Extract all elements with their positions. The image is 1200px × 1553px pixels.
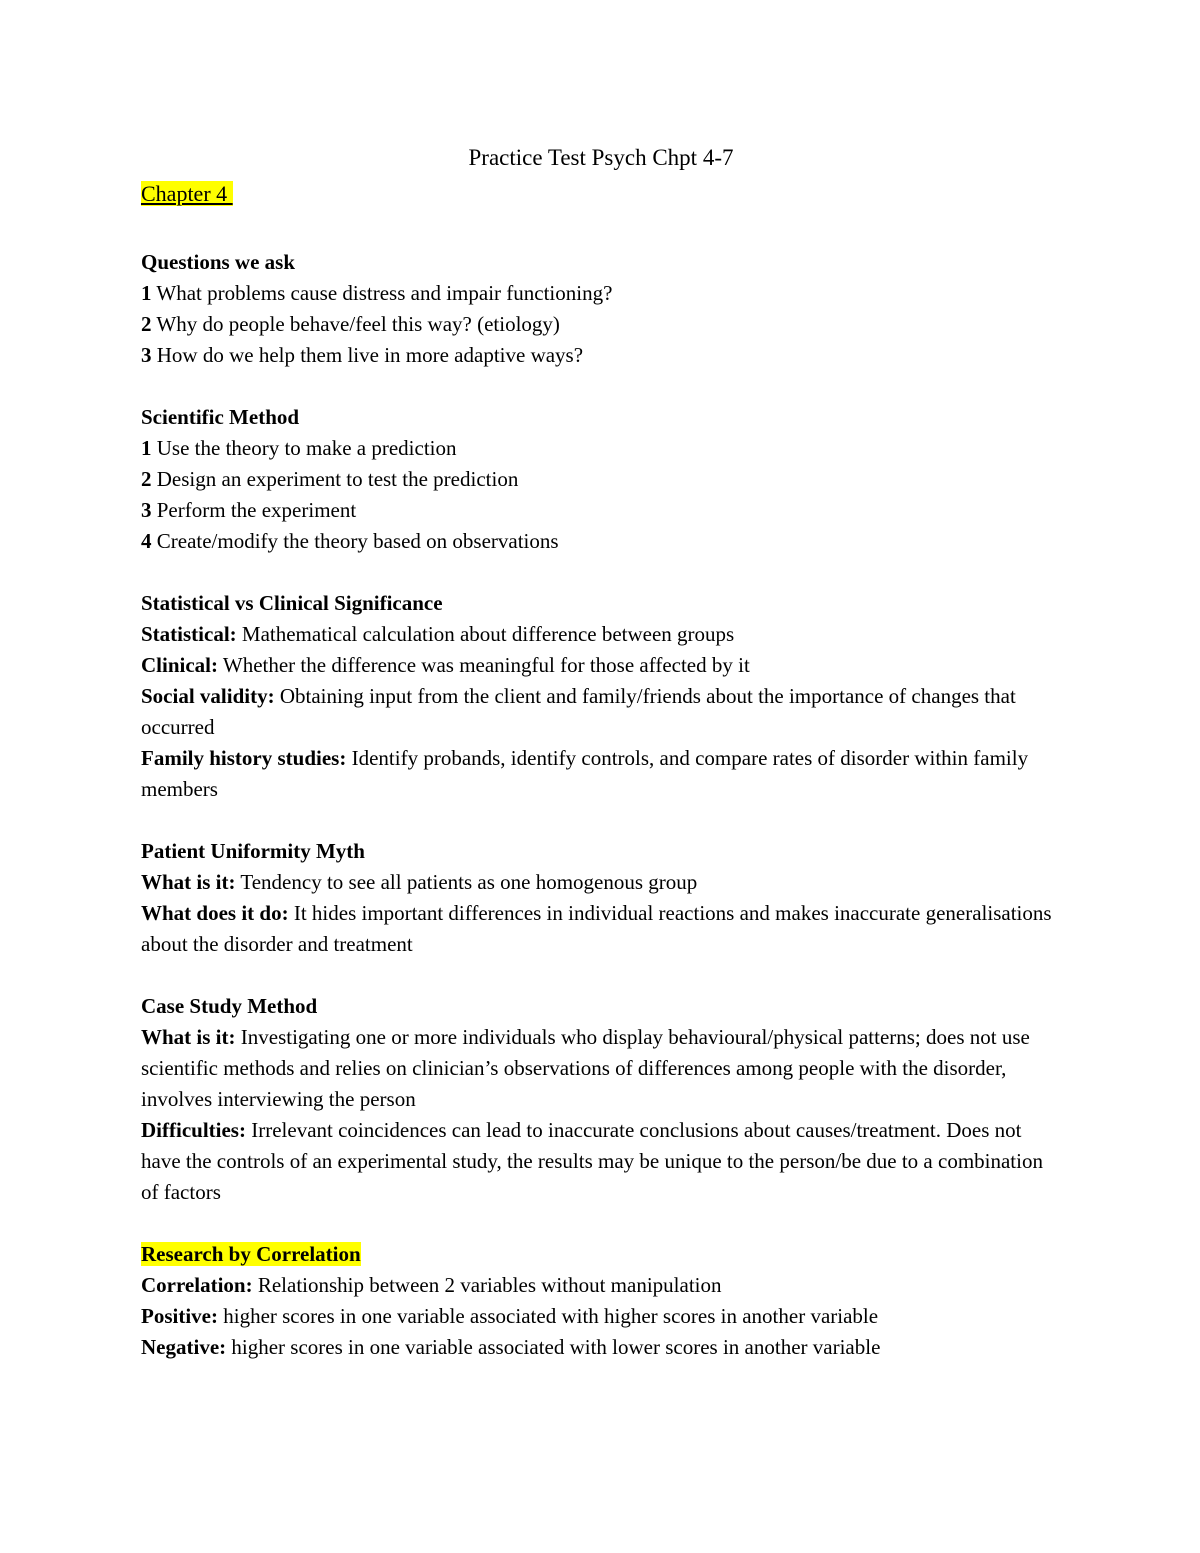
definition-text: Investigating one or more individuals who display behavioural/physical patterns; does not use scientific methods and relies on clinician’s observations of differences among people with the disorder, involves interviewing the person (141, 1025, 1030, 1111)
list-item (141, 278, 1061, 309)
definition-term: Social validity: (141, 684, 275, 708)
definition-item (141, 867, 1061, 898)
item-number: 2 (141, 467, 152, 491)
item-number: 2 (141, 312, 152, 336)
definition-term: Positive: (141, 1304, 218, 1328)
definition-term: What is it: (141, 870, 236, 894)
section-heading: Statistical vs Clinical Significance (141, 591, 443, 615)
definition-item (141, 1301, 1061, 1332)
definition-text: Relationship between 2 variables without manipulation (252, 1273, 722, 1297)
definition-term: Difficulties: (141, 1118, 246, 1142)
list-item (141, 464, 1061, 495)
definition-text: Mathematical calculation about difference between groups (236, 622, 735, 646)
item-text: Perform the experiment (151, 498, 357, 522)
section-significance (141, 588, 1061, 805)
definition-term: Correlation: (141, 1273, 253, 1297)
list-item (141, 526, 1061, 557)
chapter-label: Chapter 4 (141, 181, 233, 206)
list-item (141, 433, 1061, 464)
definition-text: Irrelevant coincidences can lead to inaccurate conclusions about causes/treatment. Does not have the controls of an experimental study, the results may be unique to the person/be due to a combination of factors (141, 1118, 1043, 1204)
item-number: 3 (141, 498, 152, 522)
section-heading (141, 1239, 1061, 1270)
section-heading: Patient Uniformity Myth (141, 839, 365, 863)
definition-term: What is it: (141, 1025, 236, 1049)
definition-term: Family history studies: (141, 746, 347, 770)
definition-term: What does it do: (141, 901, 289, 925)
definition-text: Tendency to see all patients as one homogenous group (235, 870, 698, 894)
definition-item (141, 898, 1061, 960)
definition-item (141, 650, 1061, 681)
item-text: Use the theory to make a prediction (151, 436, 457, 460)
definition-text: It hides important differences in individual reactions and makes inaccurate generalisations about the disorder and treatment (141, 901, 1052, 956)
definition-text: Identify probands, identify controls, and compare rates of disorder within family members (141, 746, 1029, 801)
section-heading: Scientific Method (141, 405, 300, 429)
definition-item (141, 743, 1061, 805)
document-title: Practice Test Psych Chpt 4-7 (468, 145, 734, 170)
definition-text: higher scores in one variable associated with lower scores in another variable (226, 1335, 881, 1359)
list-item (141, 309, 1061, 340)
definition-item (141, 1332, 1061, 1363)
item-text: Create/modify the theory based on observations (151, 529, 559, 553)
item-number: 1 (141, 436, 152, 460)
section-heading: Questions we ask (141, 250, 296, 274)
definition-term: Statistical: (141, 622, 237, 646)
definition-item (141, 1270, 1061, 1301)
item-text: Why do people behave/feel this way? (etiology) (151, 312, 560, 336)
chapter-heading (141, 178, 1061, 209)
highlighted-heading: Research by Correlation (141, 1242, 361, 1266)
definition-item (141, 681, 1061, 743)
section-heading: Case Study Method (141, 994, 318, 1018)
item-text: Design an experiment to test the prediction (151, 467, 519, 491)
section-correlation (141, 1239, 1061, 1363)
list-item (141, 495, 1061, 526)
definition-term: Clinical: (141, 653, 218, 677)
definition-item (141, 1022, 1061, 1115)
list-item (141, 340, 1061, 371)
section-scientific-method (141, 402, 1061, 557)
section-case-study (141, 991, 1061, 1208)
definition-text: higher scores in one variable associated with higher scores in another variable (217, 1304, 879, 1328)
definition-text: Whether the difference was meaningful for those affected by it (218, 653, 750, 677)
definition-text: Obtaining input from the client and family/friends about the importance of changes that occurred (141, 684, 1016, 739)
definition-item (141, 1115, 1061, 1208)
definition-term: Negative: (141, 1335, 227, 1359)
section-questions (141, 247, 1061, 371)
item-number: 1 (141, 281, 152, 305)
document-body (141, 142, 1061, 1363)
item-text: How do we help them live in more adaptive ways? (151, 343, 584, 367)
item-text: What problems cause distress and impair functioning? (151, 281, 613, 305)
definition-item (141, 619, 1061, 650)
item-number: 4 (141, 529, 152, 553)
section-uniformity-myth (141, 836, 1061, 960)
item-number: 3 (141, 343, 152, 367)
